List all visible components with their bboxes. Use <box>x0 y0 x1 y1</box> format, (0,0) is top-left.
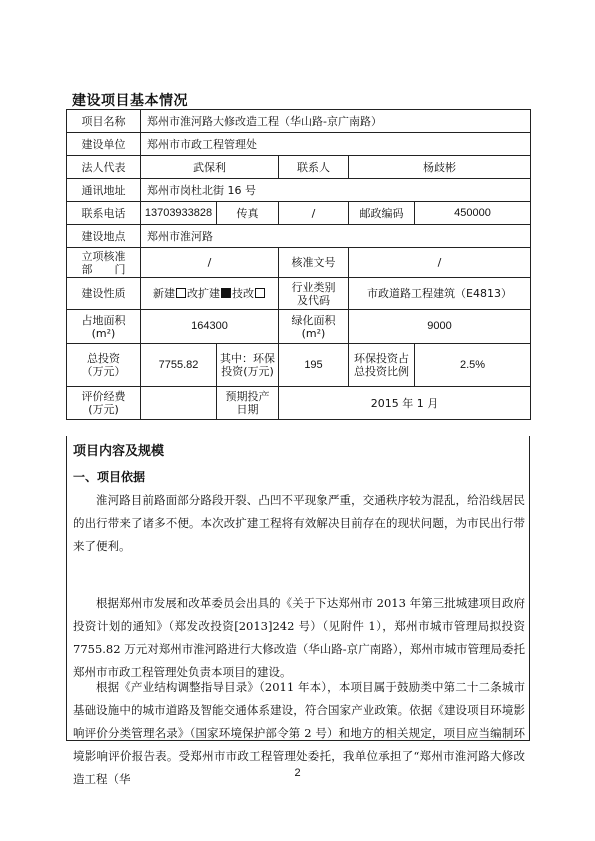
table-row <box>67 248 531 278</box>
start-date-label-line1: 预期投产 <box>225 390 270 403</box>
nature-tech-label: 技改 <box>232 287 254 300</box>
eval-fee-value <box>141 387 217 420</box>
env-invest-label <box>217 344 279 387</box>
industry-value: 市政道路工程建筑（E4813） <box>349 278 531 310</box>
project-name-value: 郑州市淮河路大修改造工程（华山路-京广南路） <box>141 110 531 133</box>
table-row <box>67 310 531 344</box>
fax-value: / <box>279 202 349 225</box>
start-date-label-line2: 日期 <box>236 403 259 416</box>
approval-no-label: 核准文号 <box>279 248 349 278</box>
table-row <box>67 225 531 248</box>
env-ratio-value: 2.5% <box>415 344 531 387</box>
invest-label <box>67 344 141 387</box>
nature-new-label: 新建 <box>153 287 175 300</box>
legal-rep-label: 法人代表 <box>67 156 141 179</box>
nature-label: 建设性质 <box>67 278 141 310</box>
table-row <box>67 344 531 387</box>
project-name-label: 项目名称 <box>67 110 141 133</box>
table-row <box>67 133 531 156</box>
postcode-value: 450000 <box>415 202 531 225</box>
env-invest-value: 195 <box>279 344 349 387</box>
page-heading: 建设项目基本情况 <box>72 93 188 109</box>
table-row <box>67 110 531 133</box>
contact-label: 联系人 <box>279 156 349 179</box>
contact-value: 杨歧彬 <box>349 156 531 179</box>
builder-label: 建设单位 <box>67 133 141 156</box>
location-label: 建设地点 <box>67 225 141 248</box>
env-invest-label-line1: 其中：环保 <box>220 352 275 365</box>
eval-fee-label-line2: (万元) <box>88 403 119 416</box>
phone-value: 13703933828 <box>141 202 217 225</box>
approval-dept-label-line2: 部 门 <box>81 262 126 276</box>
table-row <box>67 179 531 202</box>
env-ratio-label-line1: 环保投资占 <box>354 352 409 365</box>
start-date-label <box>217 387 279 420</box>
nature-value <box>141 278 279 310</box>
address-label: 通讯地址 <box>67 179 141 202</box>
nature-expand-checkbox <box>221 288 231 298</box>
builder-value: 郑州市市政工程管理处 <box>141 133 531 156</box>
location-value: 郑州市淮河路 <box>141 225 531 248</box>
approval-no-value: / <box>349 248 531 278</box>
industry-label-line1: 行业类别 <box>291 280 336 294</box>
project-content-section <box>66 436 530 786</box>
start-date-value: 2015 年 1 月 <box>279 387 531 420</box>
green-label-line2: (m²) <box>301 326 326 340</box>
approval-dept-label-line1: 立项核准 <box>81 249 126 263</box>
address-value: 郑州市岗杜北街 16 号 <box>141 179 531 202</box>
postcode-label: 邮政编码 <box>349 202 415 225</box>
nature-expand-label: 改扩建 <box>187 287 220 300</box>
table-row <box>67 202 531 225</box>
nature-tech-checkbox <box>255 288 265 298</box>
eval-fee-label-line1: 评价经费 <box>81 390 126 403</box>
invest-value: 7755.82 <box>141 344 217 387</box>
legal-rep-value: 武保利 <box>141 156 279 179</box>
env-ratio-label <box>349 344 415 387</box>
green-value: 9000 <box>349 310 531 344</box>
green-label-line1: 绿化面积 <box>291 313 336 327</box>
approval-dept-label <box>67 248 141 278</box>
page-number: 2 <box>294 767 301 779</box>
phone-label: 联系电话 <box>67 202 141 225</box>
content-title: 项目内容及规模 <box>73 444 165 459</box>
industry-label-line2: 及代码 <box>297 293 330 307</box>
content-paragraph-2: 根据郑州市发展和改革委员会出具的《关于下达郑州市 2013 年第三批城建项目政府投资计划的通知》（郑发改投资[2013]242 号）（见附件 1），郑州市城市管理局拟投资 7755.82 万元对郑州市淮河路进行大修改造（华山路-京广南路），郑州市城市管理局委托郑州市市政工程管理处负责本项目的建设。 <box>73 596 525 679</box>
industry-label <box>279 278 349 310</box>
invest-label-line1: 总投资 <box>87 352 120 365</box>
env-invest-label-line2: 投资(万元) <box>221 365 274 378</box>
fax-label: 传真 <box>217 202 279 225</box>
area-value: 164300 <box>141 310 279 344</box>
invest-label-line2: （万元） <box>81 365 126 378</box>
nature-new-checkbox <box>176 288 186 298</box>
approval-dept-value: / <box>141 248 279 278</box>
eval-fee-label <box>67 387 141 420</box>
content-paragraph-3: 根据《产业结构调整指导目录》（2011 年本），本项目属于鼓励类中第二十二条城市基础设施中的城市道路及智能交通体系建设，符合国家产业政策。依据《建设项目环境影响评价分类管理名录》（国家环境保护部令第 2 号）和地方的相关规定，项目应当编制环境影响评价报告表。受郑州市市政工程管理处委托，我单位承担了“郑州市淮河路大修改造工程（华 <box>73 680 525 786</box>
area-label-line1: 占地面积 <box>81 313 126 327</box>
content-paragraph-1: 淮河路目前路面部分路段开裂、凸凹不平现象严重，交通秩序较为混乱，给沿线居民的出行带来了诸多不便。本次改扩建工程将有效解决目前存在的现状问题，为市民出行带来了便利。 <box>73 493 525 553</box>
env-ratio-label-line2: 总投资比例 <box>354 365 409 378</box>
basic-info-table <box>66 109 531 420</box>
table-row <box>67 387 531 420</box>
table-row <box>67 278 531 310</box>
table-row <box>67 156 531 179</box>
area-label-line2: (m²) <box>91 326 116 340</box>
area-label <box>67 310 141 344</box>
green-label <box>279 310 349 344</box>
content-subtitle: 一、项目依据 <box>73 470 146 484</box>
